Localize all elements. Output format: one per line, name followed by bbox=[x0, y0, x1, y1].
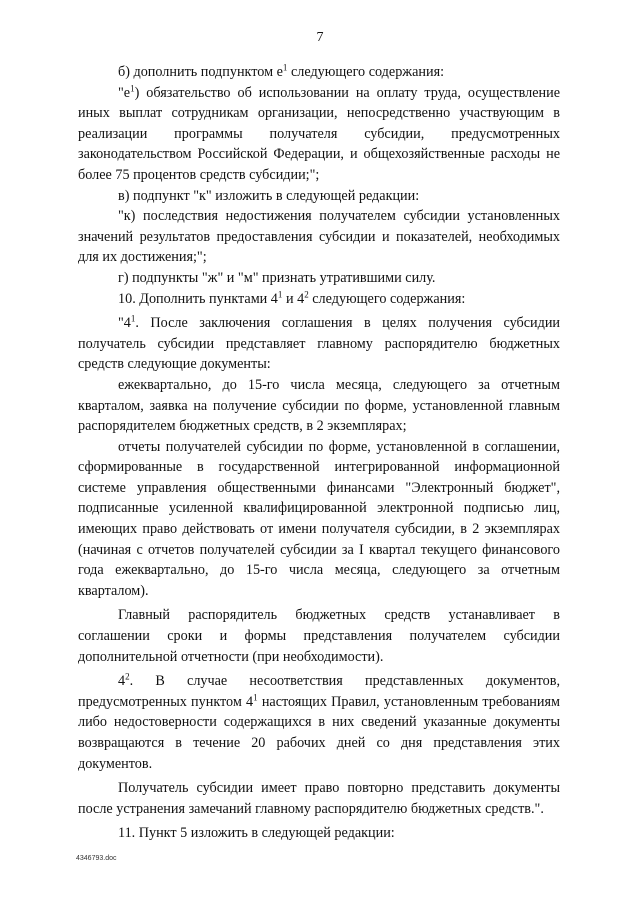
paragraph bbox=[78, 605, 560, 667]
text-run: отчеты получателей субсидии по форме, установленной в соглашении, сформированные в государственной интегрированной информационной системе управления общественными финансами "Электронный бюджет", подписанные усиленной квалифицированной электронной подписью лиц, имеющих право действовать от имени получателя субсидии, в 2 экземплярах (начиная с отчетов получателей субсидии за I квартал текущего финансового года ежеквартально, до 15-го числа месяца, следующего за отчетным кварталом). bbox=[78, 438, 560, 599]
superscript: 1 bbox=[130, 313, 136, 324]
text-run: Главный распорядитель бюджетных средств устанавливает в соглашении сроки и формы представления получателем субсидии дополнительной отчетности (при необходимости). bbox=[78, 607, 560, 665]
paragraph bbox=[78, 268, 560, 289]
text-run: и 4 bbox=[282, 290, 305, 307]
paragraph bbox=[78, 778, 560, 819]
text-run: г) подпункты "ж" и "м" признать утратившими силу. bbox=[118, 269, 436, 286]
text-run: 4 bbox=[118, 673, 126, 690]
paragraph bbox=[78, 83, 560, 186]
text-run: ) обязательство об использовании на оплату труда, осуществление иных выплат сотрудникам организации, непосредственно участвующим в реализации программы получателя субсидии, предусмотренных законодательством Российской Федерации, и общехозяйственные расходы не более 75 процентов средств субсидии;"; bbox=[78, 84, 560, 183]
text-run: . В случае несоответствия представленных документов, предусмотренных пунктом 4 bbox=[78, 673, 560, 710]
text-run: следующего содержания: bbox=[287, 64, 445, 80]
text-run: "е bbox=[118, 84, 131, 101]
paragraph bbox=[78, 375, 560, 437]
text-run: "к) последствия недостижения получателем субсидии установленных значений результатов предоставления субсидии и показателей, необходимых для их достижения;"; bbox=[78, 208, 560, 266]
text-run: Получатель субсидии имеет право повторно представить документы после устранения замечаний главному распорядителю бюджетных средств.". bbox=[78, 780, 560, 817]
superscript: 1 bbox=[253, 692, 258, 703]
superscript: 2 bbox=[304, 288, 309, 299]
paragraph bbox=[78, 206, 560, 268]
text-run: ежеквартально, до 15-го числа месяца, следующего за отчетным кварталом, заявка на получение субсидии по форме, установленной главным распорядителем бюджетных средств, в 2 экземплярах; bbox=[78, 376, 560, 435]
text-run: 10. Дополнить пунктами 4 bbox=[118, 290, 278, 307]
superscript: 1 bbox=[282, 62, 288, 73]
superscript: 1 bbox=[277, 288, 283, 299]
paragraph bbox=[78, 313, 560, 375]
text-run: . После заключения соглашения в целях получения субсидии получатель субсидии представляет главному распорядителю бюджетных средств следующие документы: bbox=[78, 315, 560, 373]
superscript: 1 bbox=[130, 82, 135, 93]
document-code: 4346793.doc bbox=[76, 855, 117, 862]
superscript: 2 bbox=[125, 671, 130, 682]
text-run: 11. Пункт 5 изложить в следующей редакции: bbox=[118, 825, 395, 842]
text-run: в) подпункт "к" изложить в следующей редакции: bbox=[118, 187, 420, 204]
text-run: настоящих Правил, установленным требованиям либо недостоверности содержащихся в них сведений указанные документы возвращаются в течение 20 рабочих дней со дня представления этих документов. bbox=[78, 693, 561, 772]
paragraph bbox=[78, 437, 560, 602]
text-run: б) дополнить подпунктом е bbox=[118, 64, 283, 80]
page-number: 7 bbox=[316, 30, 324, 45]
paragraph bbox=[78, 62, 560, 83]
document-body bbox=[78, 62, 560, 844]
text-run: следующего содержания: bbox=[308, 290, 466, 307]
paragraph bbox=[78, 186, 560, 207]
paragraph bbox=[78, 289, 560, 310]
text-run: "4 bbox=[118, 315, 131, 332]
paragraph bbox=[78, 823, 560, 844]
paragraph bbox=[78, 671, 560, 774]
